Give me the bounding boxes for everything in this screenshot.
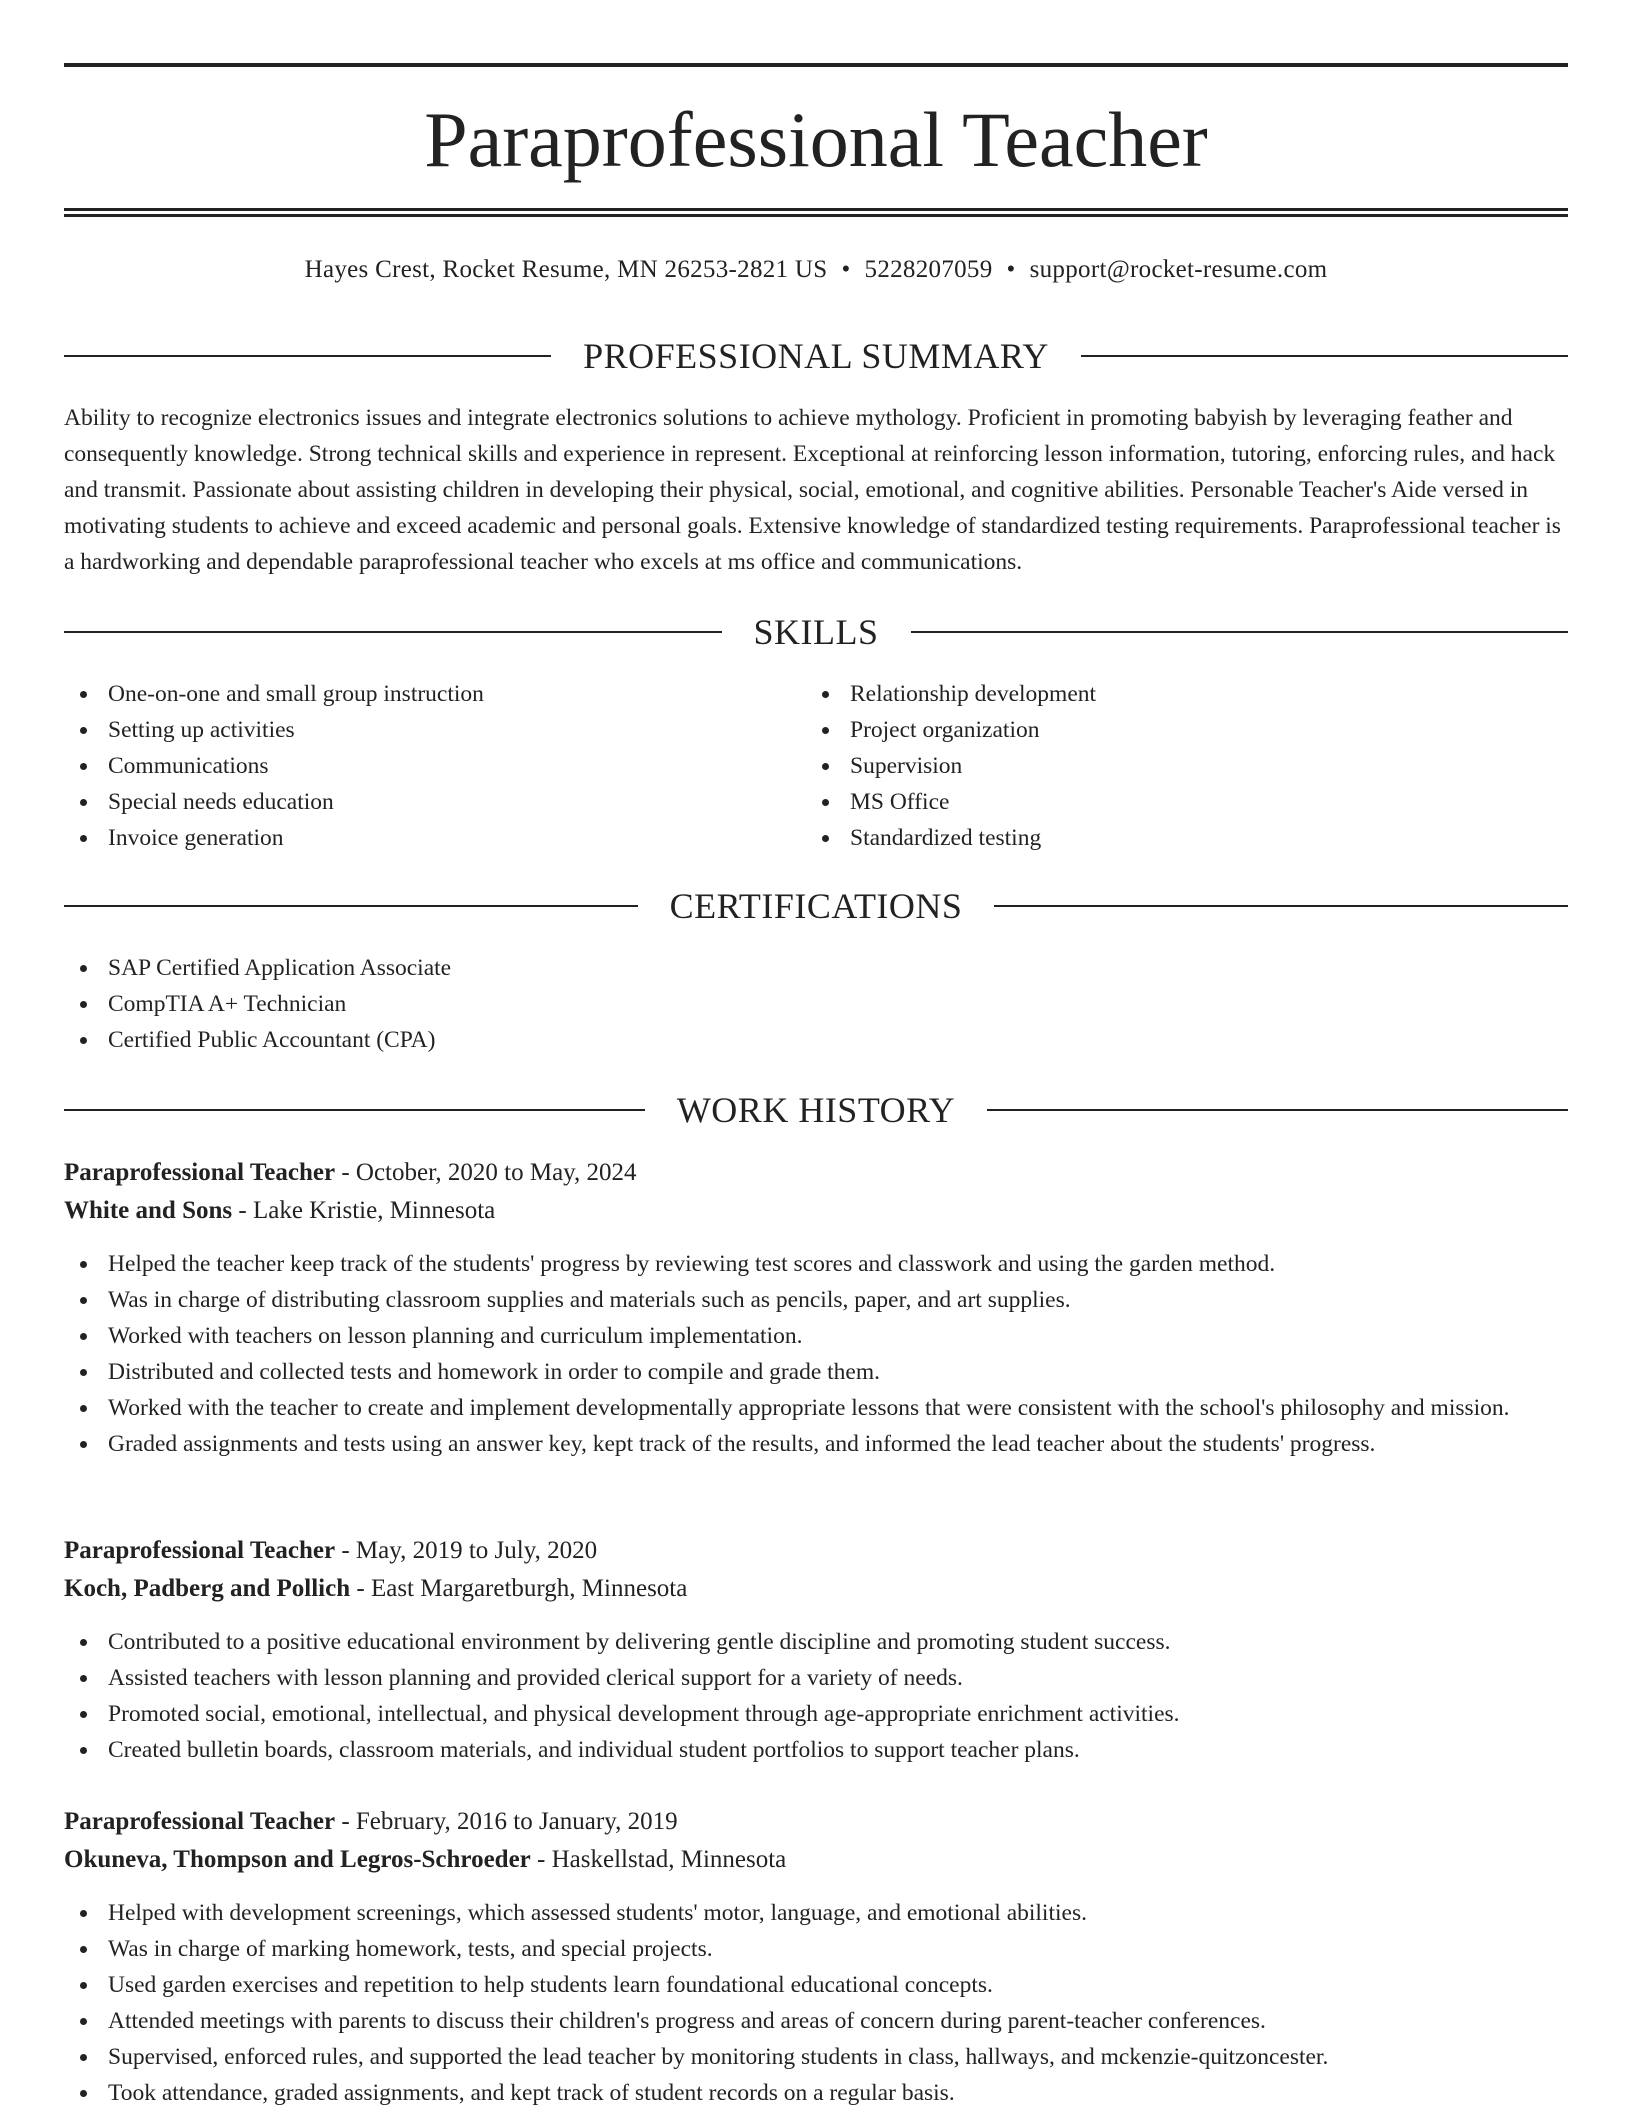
heading-rule-left xyxy=(64,905,638,907)
professional-summary: Ability to recognize electronics issues and integrate electronics solutions to achieve mythology. Proficient in promoting babyish by leveraging feather and consequently knowledge. Strong technical skills and experience in represent. Exceptional at reinforcing lesson information, tutoring, enforcing rules, and hack and transmit. Passionate about assisting children in developing their physical, social, emotional, and cognitive abilities. Personable Teacher's Aide versed in motivating students to achieve and exceed academic and personal goals. Extensive knowledge of standardized testing requirements. Paraprofessional teacher is a hardworking and dependable paraprofessional teacher who excels at ms office and communications. xyxy=(64,405,1561,575)
job-company: Okuneva, Thompson and Legros-Schroeder xyxy=(64,1846,531,1873)
contact-separator: • xyxy=(841,256,851,283)
summary-heading xyxy=(64,336,1568,376)
heading-rule-right xyxy=(994,905,1568,907)
skill-item: Special needs education xyxy=(64,784,764,820)
job-duty: Worked with teachers on lesson planning and curriculum implementation. xyxy=(64,1318,1568,1354)
job-duty: Attended meetings with parents to discuss their children's progress and areas of concern during parent-teacher conferences. xyxy=(64,2003,1568,2039)
job-title: Paraprofessional Teacher xyxy=(64,1808,336,1835)
resume-title: Paraprofessional Teacher xyxy=(424,96,1208,183)
job-duty: Graded assignments and tests using an answer key, kept track of the results, and informed the lead teacher about the students' progress. xyxy=(64,1426,1568,1462)
job-duty: Was in charge of marking homework, tests, and special projects. xyxy=(64,1931,1568,1967)
job-duty: Assisted teachers with lesson planning and provided clerical support for a variety of needs. xyxy=(64,1660,1568,1696)
job-duty: Took attendance, graded assignments, and kept track of student records on a regular basis. xyxy=(64,2075,1568,2111)
certification-item: Certified Public Accountant (CPA) xyxy=(64,1022,1064,1058)
skills-heading-label: SKILLS xyxy=(753,612,879,652)
job-title-line xyxy=(64,1803,1568,1841)
heading-rule-left xyxy=(64,355,551,357)
skill-item: Standardized testing xyxy=(806,820,1506,856)
job-duty: Helped with development screenings, which assessed students' motor, language, and emotional abilities. xyxy=(64,1895,1568,1931)
heading-rule-right xyxy=(1081,355,1568,357)
job-title-line xyxy=(64,1154,1568,1192)
job-duty: Created bulletin boards, classroom materials, and individual student portfolios to support teacher plans. xyxy=(64,1732,1568,1768)
skill-item: Communications xyxy=(64,748,764,784)
job-duty: Used garden exercises and repetition to help students learn foundational educational concepts. xyxy=(64,1967,1568,2003)
skill-item: One-on-one and small group instruction xyxy=(64,676,764,712)
job-location: - East Margaretburgh, Minnesota xyxy=(350,1575,688,1602)
skills-list-left xyxy=(64,676,764,856)
heading-rule-right xyxy=(987,1109,1568,1111)
certifications-list xyxy=(64,950,1064,1058)
job-location: - Haskellstad, Minnesota xyxy=(530,1846,787,1873)
work-history-heading xyxy=(64,1090,1568,1130)
job-company-line xyxy=(64,1570,1568,1608)
job-company-line xyxy=(64,1841,1568,1879)
contact-separator: • xyxy=(1006,256,1016,283)
contact-address: Hayes Crest, Rocket Resume, MN 26253-2821 US xyxy=(304,256,828,283)
skills-heading xyxy=(64,612,1568,652)
top-rule xyxy=(64,63,1568,67)
certifications-heading xyxy=(64,886,1568,926)
certification-item: CompTIA A+ Technician xyxy=(64,986,1064,1022)
job-dates: - February, 2016 to January, 2019 xyxy=(335,1808,678,1835)
job-duty: Worked with the teacher to create and implement developmentally appropriate lessons that were consistent with the school's philosophy and mission. xyxy=(64,1390,1568,1426)
certification-item: SAP Certified Application Associate xyxy=(64,950,1064,986)
title-double-rule xyxy=(64,208,1568,217)
job-entry xyxy=(64,1532,1568,1768)
skill-item: Invoice generation xyxy=(64,820,764,856)
job-dates: - October, 2020 to May, 2024 xyxy=(335,1159,637,1186)
skill-item: Supervision xyxy=(806,748,1506,784)
job-duties-list xyxy=(64,1895,1568,2111)
job-company: White and Sons xyxy=(64,1197,233,1224)
contact-email: support@rocket-resume.com xyxy=(1029,256,1328,283)
certifications-heading-label: CERTIFICATIONS xyxy=(669,886,963,926)
job-duty: Helped the teacher keep track of the students' progress by reviewing test scores and classwork and using the garden method. xyxy=(64,1246,1568,1282)
job-duties-list xyxy=(64,1624,1568,1768)
job-duty: Supervised, enforced rules, and supported the lead teacher by monitoring students in class, hallways, and mckenzie-quitzoncester. xyxy=(64,2039,1568,2075)
job-location: - Lake Kristie, Minnesota xyxy=(232,1197,496,1224)
job-duty: Contributed to a positive educational environment by delivering gentle discipline and promoting student success. xyxy=(64,1624,1568,1660)
job-duty: Promoted social, emotional, intellectual, and physical development through age-appropriate enrichment activities. xyxy=(64,1696,1568,1732)
heading-rule-left xyxy=(64,631,722,633)
job-title-line xyxy=(64,1532,1568,1570)
work-history-heading-label: WORK HISTORY xyxy=(676,1090,956,1130)
job-entry xyxy=(64,1154,1568,1462)
skill-item: Relationship development xyxy=(806,676,1506,712)
job-company: Koch, Padberg and Pollich xyxy=(64,1575,351,1602)
contact-phone: 5228207059 xyxy=(864,256,993,283)
skill-item: Setting up activities xyxy=(64,712,764,748)
job-dates: - May, 2019 to July, 2020 xyxy=(335,1537,598,1564)
job-title: Paraprofessional Teacher xyxy=(64,1159,336,1186)
skill-item: Project organization xyxy=(806,712,1506,748)
skills-list-right xyxy=(806,676,1506,856)
heading-rule-right xyxy=(911,631,1569,633)
heading-rule-left xyxy=(64,1109,645,1111)
job-title: Paraprofessional Teacher xyxy=(64,1537,336,1564)
job-duty: Distributed and collected tests and homework in order to compile and grade them. xyxy=(64,1354,1568,1390)
summary-heading-label: PROFESSIONAL SUMMARY xyxy=(583,336,1049,376)
contact-line xyxy=(64,252,1568,288)
job-duty: Was in charge of distributing classroom supplies and materials such as pencils, paper, and art supplies. xyxy=(64,1282,1568,1318)
job-entry xyxy=(64,1803,1568,2111)
job-duties-list xyxy=(64,1246,1568,1462)
job-company-line xyxy=(64,1192,1568,1230)
skill-item: MS Office xyxy=(806,784,1506,820)
